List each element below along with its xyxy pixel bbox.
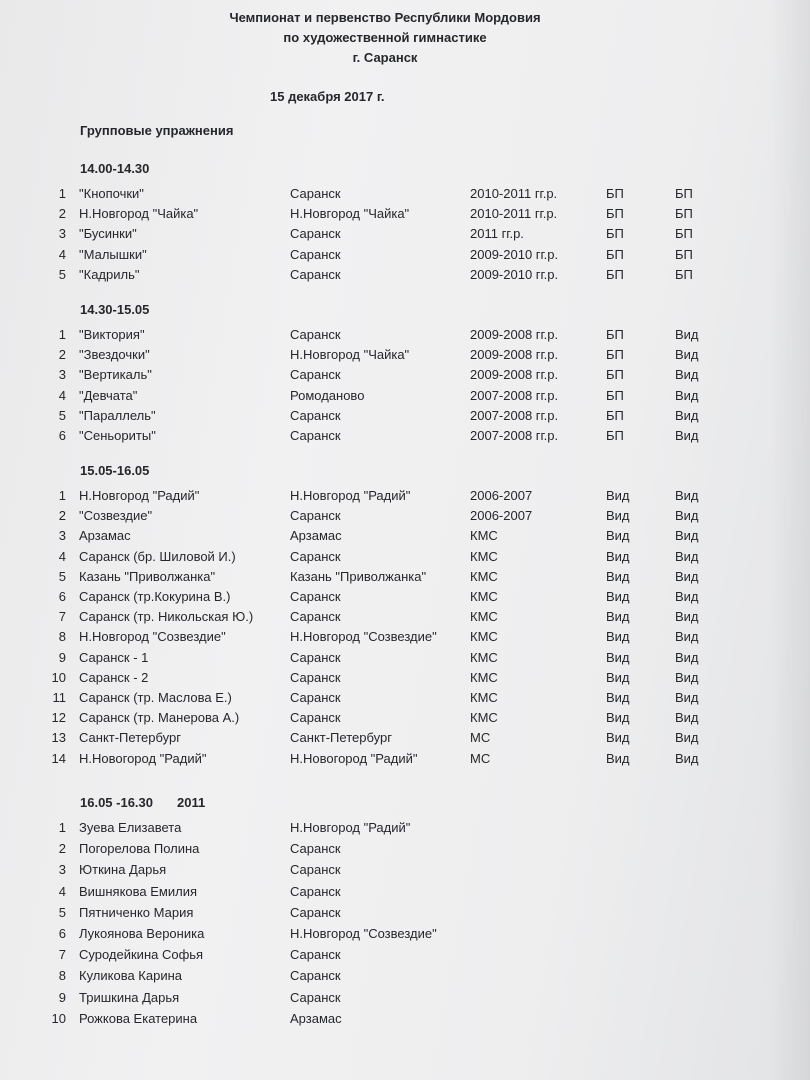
category: 2007-2008 гг.р. (470, 387, 559, 403)
session-time-header (80, 161, 149, 176)
city: Саранск (290, 508, 341, 524)
city: Саранск (290, 609, 341, 625)
category: 2007-2008 гг.р. (470, 407, 559, 423)
table-row (0, 1011, 810, 1031)
section-title: Групповые упражнения (80, 123, 234, 138)
row-number: 1 (58, 186, 66, 201)
table-row (0, 549, 810, 569)
row-number: 10 (51, 669, 66, 685)
team-name: Зуева Елизавета (79, 820, 182, 835)
row-number: 2 (58, 841, 66, 857)
row-number: 10 (51, 1010, 66, 1026)
table-row (0, 710, 810, 730)
city: Саранск (290, 989, 341, 1005)
city: Саранск (290, 226, 341, 242)
table-row (0, 862, 810, 882)
program-2: Вид (675, 730, 699, 746)
row-number: 2 (58, 347, 66, 363)
program-1: Вид (606, 548, 630, 564)
team-name: "Виктория" (79, 327, 145, 342)
city: Н.Новгород "Радий" (290, 820, 411, 835)
row-number: 11 (52, 690, 66, 705)
table-row (0, 367, 810, 387)
city: Саранск (290, 407, 341, 423)
session-time: 14.30-15.05 (80, 302, 150, 317)
city: Саранск (290, 669, 341, 685)
team-name: "Параллель" (79, 407, 156, 423)
program-1: БП (606, 347, 624, 363)
table-row (0, 186, 810, 206)
category: КМС (470, 690, 498, 705)
program-2: Вид (675, 710, 699, 726)
table-row (0, 226, 810, 246)
program-2: Вид (675, 750, 699, 766)
city: Саранск (290, 841, 341, 857)
team-name: Рожкова Екатерина (79, 1010, 198, 1026)
city: Саранск (290, 367, 341, 383)
row-number: 2 (58, 206, 66, 222)
row-number: 3 (58, 528, 66, 544)
row-number: 4 (58, 246, 66, 262)
program-1: БП (606, 186, 624, 201)
team-name: "Бусинки" (79, 226, 137, 242)
city: Н.Новогород "Радий" (290, 750, 418, 766)
program-2: БП (675, 206, 693, 222)
team-name: "Сеньориты" (79, 428, 156, 443)
program-2: Вид (675, 568, 699, 584)
city: Саранск (290, 649, 341, 665)
program-2: БП (675, 246, 693, 262)
table-row (0, 247, 810, 267)
program-2: Вид (675, 548, 699, 564)
program-1: БП (606, 246, 624, 262)
table-row (0, 629, 810, 649)
team-name: Н.Новгород "Радий" (79, 488, 200, 503)
session-time: 16.05 -16.30 (80, 795, 154, 810)
row-number: 13 (51, 730, 66, 746)
city: Саранск (290, 246, 341, 262)
table-row (0, 841, 810, 861)
row-number: 7 (58, 609, 66, 625)
program-1: Вид (606, 528, 630, 544)
team-name: Саранск (тр.Кокурина В.) (79, 589, 231, 604)
document-title-line-2: по художественной гимнастике (283, 30, 487, 45)
city: Саранск (290, 690, 341, 705)
city: Саранск (290, 589, 341, 604)
program-1: БП (606, 206, 624, 222)
program-2: Вид (675, 649, 699, 665)
row-number: 14 (51, 750, 66, 766)
program-2: Вид (675, 327, 699, 342)
program-1: БП (606, 226, 624, 242)
row-number: 3 (58, 862, 66, 878)
team-name: "Вертикаль" (79, 367, 152, 383)
program-1: Вид (606, 750, 630, 766)
table-row (0, 569, 810, 589)
category: 2011 гг.р. (470, 226, 524, 242)
table-row (0, 947, 810, 967)
table-row (0, 609, 810, 629)
program-2: БП (675, 186, 693, 201)
row-number: 1 (58, 488, 66, 503)
city: Саранск (290, 862, 341, 878)
team-name: Арзамас (79, 528, 131, 544)
category: 2010-2011 гг.р. (470, 186, 558, 201)
table-row (0, 327, 810, 347)
table-row (0, 968, 810, 988)
program-1: БП (606, 387, 624, 403)
program-1: БП (606, 428, 624, 443)
category: КМС (470, 548, 498, 564)
program-2: Вид (675, 407, 699, 423)
page-edge-shadow (770, 0, 810, 1080)
program-2: Вид (675, 609, 699, 625)
category: 2010-2011 гг.р. (470, 206, 558, 222)
row-number: 9 (58, 989, 66, 1005)
program-2: Вид (675, 367, 699, 383)
table-row (0, 347, 810, 367)
city: Саранск (290, 548, 341, 564)
program-1: БП (606, 407, 624, 423)
table-row (0, 751, 810, 771)
category: КМС (470, 710, 498, 726)
team-name: Саранск - 1 (79, 649, 149, 665)
table-row (0, 905, 810, 925)
program-2: Вид (675, 488, 699, 503)
city: Арзамас (290, 1010, 342, 1026)
table-row (0, 206, 810, 226)
session-time-header (80, 302, 149, 317)
city: Арзамас (290, 528, 342, 544)
team-name: Погорелова Полина (79, 841, 200, 857)
city: Саранск (290, 968, 341, 984)
program-2: Вид (675, 428, 699, 443)
program-2: Вид (675, 669, 699, 685)
city: Саранск (290, 710, 341, 726)
table-row (0, 690, 810, 710)
table-row (0, 388, 810, 408)
program-1: Вид (606, 690, 630, 705)
program-1: Вид (606, 730, 630, 746)
row-number: 4 (58, 548, 66, 564)
table-row (0, 428, 810, 448)
program-1: Вид (606, 629, 630, 645)
team-name: Вишнякова Емилия (79, 883, 198, 899)
program-1: Вид (606, 488, 630, 503)
row-number: 5 (58, 568, 66, 584)
city: Саранск (290, 186, 341, 201)
program-2: Вид (675, 528, 699, 544)
row-number: 5 (58, 266, 66, 282)
city: Н.Новгород "Созвездие" (290, 629, 437, 645)
team-name: Саранск (бр. Шиловой И.) (79, 548, 236, 564)
table-row (0, 990, 810, 1010)
city: Саранск (290, 947, 341, 963)
program-1: БП (606, 266, 624, 282)
table-row (0, 820, 810, 840)
city: Саранск (290, 266, 341, 282)
category: МС (470, 750, 491, 766)
table-row (0, 508, 810, 528)
team-name: "Малышки" (79, 246, 147, 262)
category: КМС (470, 609, 498, 625)
session-time-header (80, 795, 205, 810)
program-2: БП (675, 226, 693, 242)
program-1: Вид (606, 609, 630, 625)
row-number: 8 (58, 629, 66, 645)
category: 2007-2008 гг.р. (470, 428, 559, 443)
city: Н.Новгород "Чайка" (290, 206, 410, 222)
team-name: "Кнопочки" (79, 186, 144, 201)
program-1: Вид (606, 508, 630, 524)
program-1: БП (606, 367, 624, 383)
row-number: 4 (58, 883, 66, 899)
table-row (0, 488, 810, 508)
session-time: 14.00-14.30 (80, 161, 150, 176)
document-date: 15 декабря 2017 г. (270, 89, 385, 104)
row-number: 12 (51, 710, 66, 726)
row-number: 6 (58, 926, 66, 941)
table-row (0, 650, 810, 670)
row-number: 1 (58, 327, 66, 342)
team-name: Куликова Карина (79, 968, 183, 984)
session-time: 15.05-16.05 (80, 463, 150, 478)
team-name: Пятниченко Мария (79, 904, 194, 920)
program-2: Вид (675, 629, 699, 645)
program-1: Вид (606, 669, 630, 685)
program-2: Вид (675, 589, 699, 604)
table-row (0, 884, 810, 904)
table-row (0, 670, 810, 690)
category: 2006-2007 (470, 508, 533, 524)
document-title-city: г. Саранск (352, 50, 418, 65)
city: Саранск (290, 883, 341, 899)
category: 2009-2010 гг.р. (470, 266, 559, 282)
session-year: 2011 (177, 795, 206, 810)
category: 2009-2008 гг.р. (470, 327, 559, 342)
team-name: "Кадриль" (79, 266, 140, 282)
program-1: Вид (606, 589, 630, 604)
program-2: Вид (675, 347, 699, 363)
row-number: 5 (58, 904, 66, 920)
document-title-line-1: Чемпионат и первенство Республики Мордовия (229, 10, 541, 25)
city: Санкт-Петербург (290, 730, 392, 746)
row-number: 6 (58, 428, 66, 443)
row-number: 1 (58, 820, 66, 835)
table-row (0, 267, 810, 287)
team-name: "Звездочки" (79, 347, 150, 363)
category: КМС (470, 649, 498, 665)
row-number: 3 (58, 226, 66, 242)
category: КМС (470, 528, 498, 544)
city: Н.Новгород "Радий" (290, 488, 411, 503)
city: Казань "Приволжанка" (290, 568, 427, 584)
row-number: 8 (58, 968, 66, 984)
city: Саранск (290, 904, 341, 920)
program-1: Вид (606, 710, 630, 726)
team-name: Саранск (тр. Маслова Е.) (79, 690, 232, 705)
team-name: "Девчата" (79, 387, 138, 403)
category: 2009-2008 гг.р. (470, 347, 559, 363)
table-row (0, 589, 810, 609)
program-2: Вид (675, 690, 699, 705)
category: МС (470, 730, 491, 746)
table-row (0, 926, 810, 946)
team-name: Саранск (тр. Манерова А.) (79, 710, 240, 726)
team-name: Юткина Дарья (79, 862, 167, 878)
program-1: БП (606, 327, 624, 342)
row-number: 6 (58, 589, 66, 604)
city: Саранск (290, 327, 341, 342)
team-name: Тришкина Дарья (79, 989, 180, 1005)
team-name: Санкт-Петербург (79, 730, 181, 746)
program-2: Вид (675, 387, 699, 403)
team-name: Лукоянова Вероника (79, 926, 205, 941)
city: Ромоданово (290, 387, 365, 403)
row-number: 7 (58, 947, 66, 963)
row-number: 9 (58, 649, 66, 665)
team-name: Н.Новгород "Чайка" (79, 206, 199, 222)
team-name: Казань "Приволжанка" (79, 568, 216, 584)
row-number: 2 (58, 508, 66, 524)
category: 2006-2007 (470, 488, 533, 503)
category: КМС (470, 589, 498, 604)
table-row (0, 730, 810, 750)
session-time-header (80, 463, 149, 478)
category: КМС (470, 629, 498, 645)
team-name: "Созвездие" (79, 508, 153, 524)
team-name: Саранск - 2 (79, 669, 149, 685)
city: Н.Новгород "Чайка" (290, 347, 410, 363)
program-1: Вид (606, 568, 630, 584)
table-row (0, 408, 810, 428)
category: 2009-2008 гг.р. (470, 367, 559, 383)
row-number: 4 (58, 387, 66, 403)
team-name: Н.Новгород "Созвездие" (79, 629, 226, 645)
program-2: Вид (675, 508, 699, 524)
program-1: Вид (606, 649, 630, 665)
team-name: Суродейкина Софья (79, 947, 204, 963)
row-number: 5 (58, 407, 66, 423)
team-name: Саранск (тр. Никольская Ю.) (79, 609, 254, 625)
city: Саранск (290, 428, 341, 443)
row-number: 3 (58, 367, 66, 383)
city: Н.Новгород "Созвездие" (290, 926, 437, 941)
category: КМС (470, 568, 498, 584)
category: 2009-2010 гг.р. (470, 246, 559, 262)
category: КМС (470, 669, 498, 685)
team-name: Н.Новогород "Радий" (79, 750, 207, 766)
table-row (0, 528, 810, 548)
program-2: БП (675, 266, 693, 282)
